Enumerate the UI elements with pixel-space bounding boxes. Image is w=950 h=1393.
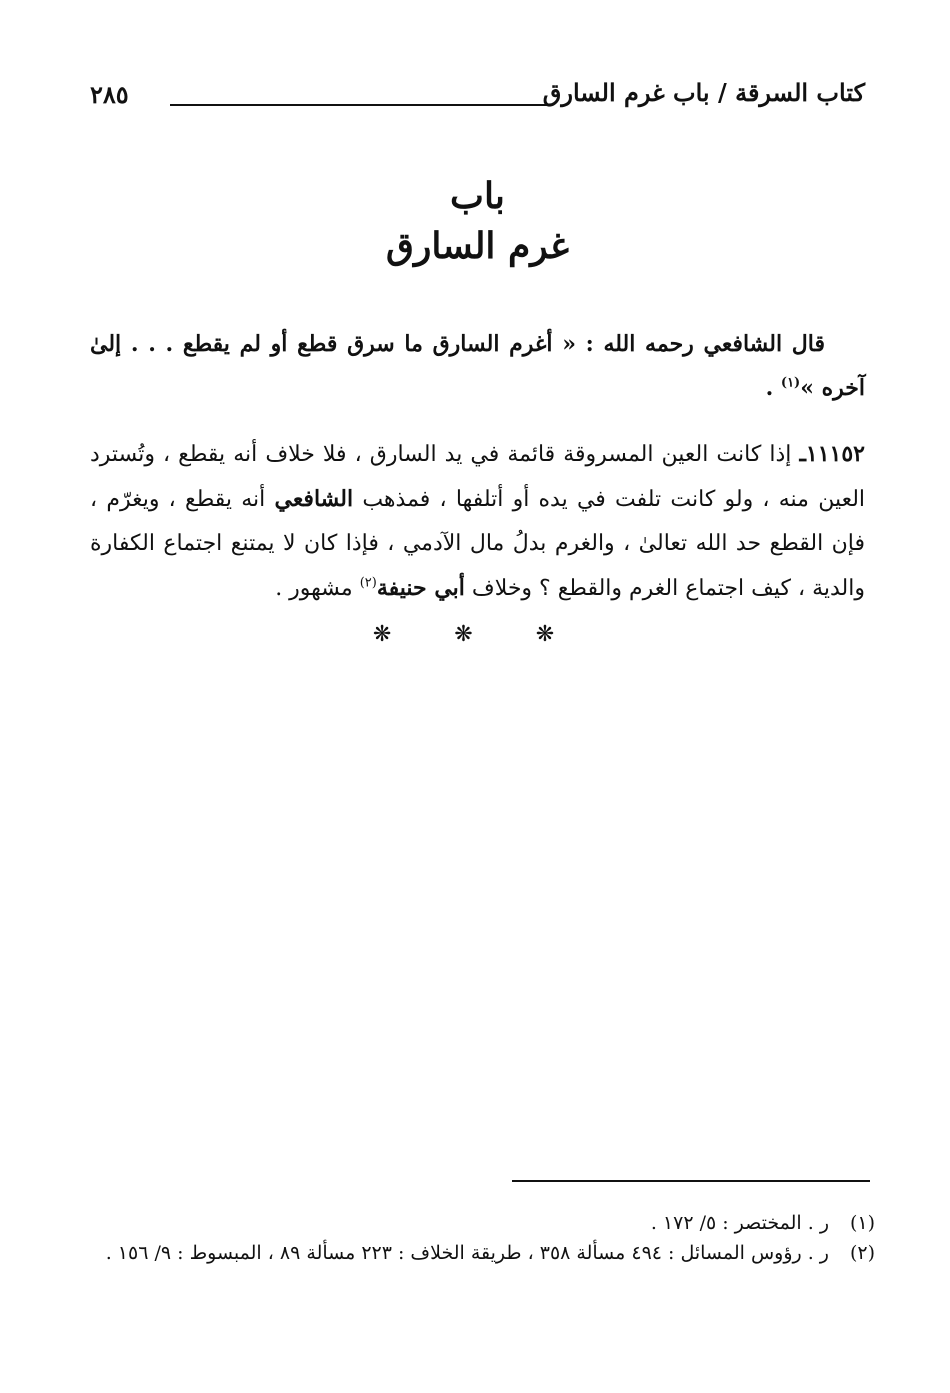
- entry-paragraph: [90, 432, 865, 611]
- footnote-rule: [512, 1180, 870, 1182]
- footnote-number: (١): [849, 1212, 875, 1234]
- body-text: [90, 322, 865, 611]
- quote-end: .: [765, 375, 781, 401]
- entry-name-abu-hanifa: أبي حنيفة: [376, 575, 465, 601]
- footnote-1: [90, 1208, 875, 1238]
- footnote-text: ر . رؤوس المسائل : ٤٩٤ مسألة ٣٥٨ ، طريقة الخلاف : ٢٢٣ مسألة ٨٩ ، المبسوط : ٩/ ١٥٦ .: [105, 1242, 829, 1264]
- footnote-text: ر . المختصر : ٥/ ١٧٢ .: [650, 1212, 829, 1234]
- footnote-number: (٢): [849, 1242, 875, 1264]
- quote-text: قال الشافعي رحمه الله : « أغرم السارق ما سرق قطع أو لم يقطع . . . إلىٰ آخره »: [90, 331, 865, 401]
- footnote-2: [90, 1238, 875, 1268]
- entry-text-part3: مشهور .: [275, 576, 360, 601]
- running-header: [90, 78, 865, 118]
- entry-text-part1: إذا كانت العين المسروقة قائمة في يد السارق ، فلا خلاف أنه يقطع ، وتُسترد العين منه ، ولو كانت تلفت في يده أو أتلفها ، فمذهب: [90, 442, 866, 512]
- entry-name-shafii: الشافعي: [274, 486, 354, 512]
- footnote-ref-2: (٢): [359, 575, 377, 591]
- chapter-title: غرم السارق: [386, 225, 569, 267]
- running-header-title: كتاب السرقة / باب غرم السارق: [542, 78, 865, 107]
- entry-number: ١١١٥٢ـ: [799, 441, 865, 467]
- footnotes: [90, 1208, 875, 1268]
- chapter-heading: [90, 172, 865, 272]
- header-rule: [170, 104, 547, 106]
- shafii-quote-paragraph: [90, 322, 865, 410]
- page-number: ٢٨٥: [90, 80, 129, 109]
- entry-text-part2: أنه يقطع ، ويغرّم ، فإن القطع حد الله تعالىٰ ، والغرم بدلُ مال الآدمي ، فإذا كان لا يمتنع اجتماع الكفارة والدية ، كيف اجتماع الغرم والقطع ؟ وخلاف: [90, 487, 865, 601]
- section-separator: ❋ ❋ ❋: [372, 622, 583, 647]
- footnote-ref-1: (١): [780, 375, 801, 391]
- chapter-label: باب: [450, 175, 505, 217]
